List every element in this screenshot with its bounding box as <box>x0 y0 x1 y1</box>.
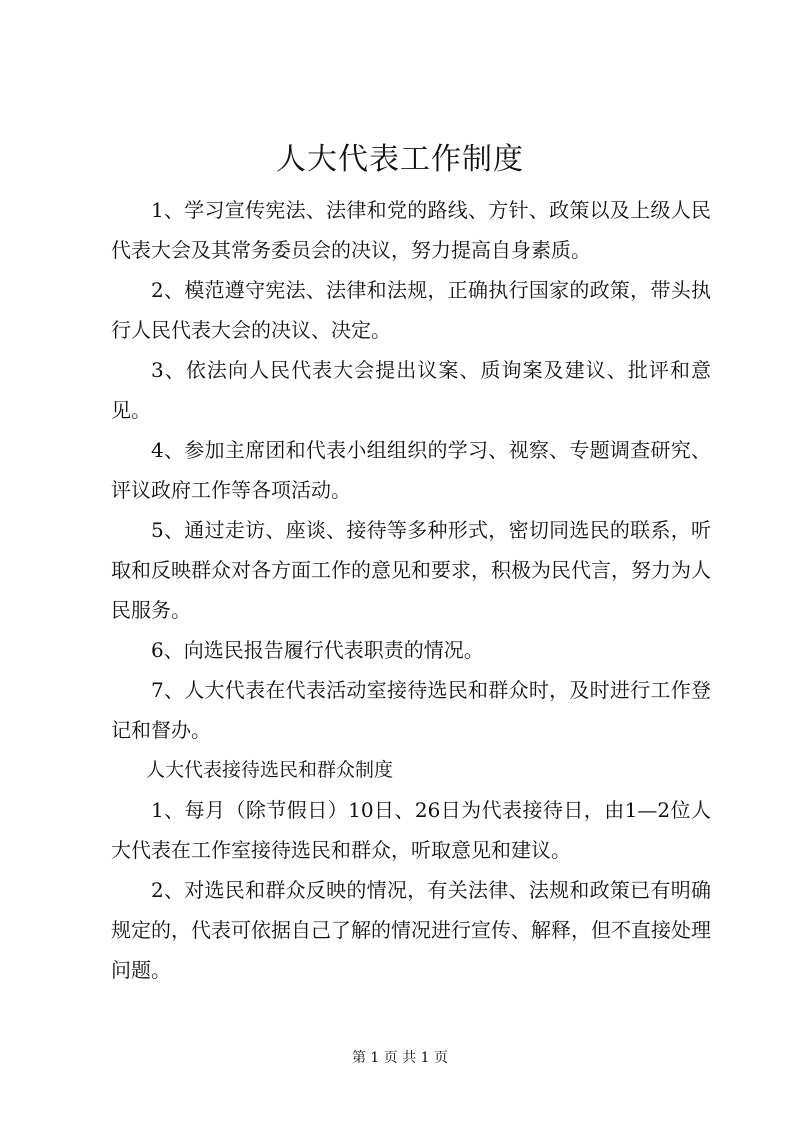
document-title: 人大代表工作制度 <box>276 142 524 177</box>
paragraph-6: 6、向选民报告履行代表职责的情况。 <box>151 638 484 662</box>
sub-paragraph-1: 1、每月（除节假日）10日、26日为代表接待日，由1—2位人大代表在工作室接待选民和群众，听取意见和建议。 <box>111 798 711 862</box>
paragraph-4: 4、参加主席团和代表小组组织的学习、视察、专题调查研究、评议政府工作等各项活动。 <box>111 438 711 502</box>
sub-paragraph-2: 2、对选民和群众反映的情况，有关法律、法规和政策已有明确规定的，代表可依据自己了解的情况进行宣传、解释，但不直接处理问题。 <box>111 878 711 982</box>
paragraph-3: 3、依法向人民代表大会提出议案、质询案及建议、批评和意见。 <box>111 358 711 422</box>
paragraph-5: 5、通过走访、座谈、接待等多种形式，密切同选民的联系，听取和反映群众对各方面工作的意见和要求，积极为民代言，努力为人民服务。 <box>111 518 711 622</box>
paragraph-2: 2、模范遵守宪法、法律和法规，正确执行国家的政策，带头执行人民代表大会的决议、决定。 <box>111 278 711 342</box>
page-footer: 第 1 页 共 1 页 <box>351 1050 449 1066</box>
paragraph-1: 1、学习宣传宪法、法律和党的路线、方针、政策以及上级人民代表大会及其常务委员会的决议，努力提高自身素质。 <box>111 198 711 262</box>
document-body <box>111 190 711 990</box>
section-subheading: 人大代表接待选民和群众制度 <box>146 759 394 781</box>
paragraph-7: 7、人大代表在代表活动室接待选民和群众时，及时进行工作登记和督办。 <box>111 678 711 742</box>
